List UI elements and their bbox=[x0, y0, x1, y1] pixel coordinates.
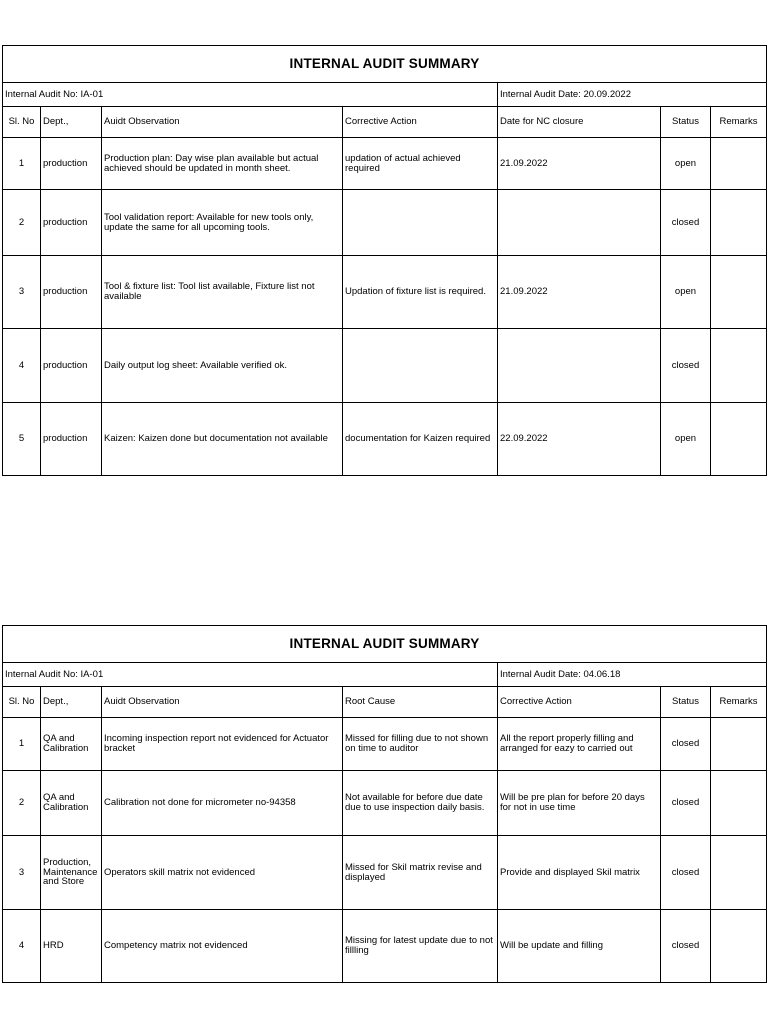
cell-status: closed bbox=[661, 910, 711, 983]
table-row bbox=[3, 836, 767, 910]
cell-status: open bbox=[661, 138, 711, 190]
audit-date: Internal Audit Date: 20.09.2022 bbox=[498, 83, 767, 107]
header-root-cause: Root Cause bbox=[343, 687, 498, 718]
cell-sl-no: 1 bbox=[3, 138, 41, 190]
header-row bbox=[3, 107, 767, 138]
header-corrective-action: Corrective Action bbox=[498, 687, 661, 718]
header-observation: Auidt Observation bbox=[102, 687, 343, 718]
cell-dept: HRD bbox=[41, 910, 102, 983]
cell-observation: Daily output log sheet: Available verified ok. bbox=[102, 329, 343, 403]
cell-status: closed bbox=[661, 718, 711, 771]
cell-nc-closure-date: 22.09.2022 bbox=[498, 403, 661, 476]
cell-corrective-action: updation of actual achieved required bbox=[343, 138, 498, 190]
header-sl-no: Sl. No bbox=[3, 107, 41, 138]
cell-dept: production bbox=[41, 256, 102, 329]
cell-sl-no: 1 bbox=[3, 718, 41, 771]
cell-corrective-action: Provide and displayed Skil matrix bbox=[498, 836, 661, 910]
header-dept: Dept., bbox=[41, 107, 102, 138]
cell-observation: Tool validation report: Available for new tools only, update the same for all upcoming tools. bbox=[102, 190, 343, 256]
cell-dept: QA and Calibration bbox=[41, 718, 102, 771]
cell-sl-no: 3 bbox=[3, 256, 41, 329]
cell-observation: Incoming inspection report not evidenced for Actuator bracket bbox=[102, 718, 343, 771]
cell-dept: production bbox=[41, 403, 102, 476]
cell-status: closed bbox=[661, 329, 711, 403]
cell-remarks bbox=[711, 403, 767, 476]
cell-remarks bbox=[711, 190, 767, 256]
cell-remarks bbox=[711, 329, 767, 403]
cell-corrective-action: Will be pre plan for before 20 days for not in use time bbox=[498, 771, 661, 836]
cell-dept: Production, Maintenance and Store bbox=[41, 836, 102, 910]
cell-status: open bbox=[661, 256, 711, 329]
cell-corrective-action: Updation of fixture list is required. bbox=[343, 256, 498, 329]
cell-status: closed bbox=[661, 190, 711, 256]
table-row bbox=[3, 190, 767, 256]
table-row bbox=[3, 910, 767, 983]
cell-remarks bbox=[711, 256, 767, 329]
table-row bbox=[3, 256, 767, 329]
header-dept: Dept., bbox=[41, 687, 102, 718]
header-observation: Auidt Observation bbox=[102, 107, 343, 138]
cell-sl-no: 5 bbox=[3, 403, 41, 476]
header-status: Status bbox=[661, 107, 711, 138]
cell-remarks bbox=[711, 138, 767, 190]
cell-observation: Tool & fixture list: Tool list available, Fixture list not available bbox=[102, 256, 343, 329]
header-status: Status bbox=[661, 687, 711, 718]
cell-observation: Calibration not done for micrometer no-94358 bbox=[102, 771, 343, 836]
cell-status: closed bbox=[661, 836, 711, 910]
cell-nc-closure-date bbox=[498, 329, 661, 403]
header-corrective-action: Corrective Action bbox=[343, 107, 498, 138]
header-remarks: Remarks bbox=[711, 687, 767, 718]
cell-observation: Kaizen: Kaizen done but documentation not available bbox=[102, 403, 343, 476]
cell-remarks bbox=[711, 718, 767, 771]
cell-dept: QA and Calibration bbox=[41, 771, 102, 836]
table-row bbox=[3, 403, 767, 476]
cell-remarks bbox=[711, 836, 767, 910]
cell-observation: Competency matrix not evidenced bbox=[102, 910, 343, 983]
table-row bbox=[3, 138, 767, 190]
cell-sl-no: 2 bbox=[3, 190, 41, 256]
cell-sl-no: 4 bbox=[3, 329, 41, 403]
cell-corrective-action: documentation for Kaizen required bbox=[343, 403, 498, 476]
table-row bbox=[3, 329, 767, 403]
header-remarks: Remarks bbox=[711, 107, 767, 138]
cell-sl-no: 4 bbox=[3, 910, 41, 983]
cell-status: closed bbox=[661, 771, 711, 836]
cell-nc-closure-date bbox=[498, 190, 661, 256]
cell-dept: production bbox=[41, 138, 102, 190]
cell-remarks bbox=[711, 910, 767, 983]
cell-corrective-action bbox=[343, 190, 498, 256]
cell-root-cause: Missing for latest update due to not fillling bbox=[343, 910, 498, 983]
audit-number: Internal Audit No: IA-01 bbox=[3, 83, 498, 107]
header-sl-no: Sl. No bbox=[3, 687, 41, 718]
cell-corrective-action bbox=[343, 329, 498, 403]
cell-corrective-action: Will be update and filling bbox=[498, 910, 661, 983]
cell-root-cause: Missed for filling due to not shown on time to auditor bbox=[343, 718, 498, 771]
table-title: INTERNAL AUDIT SUMMARY bbox=[3, 626, 767, 663]
cell-nc-closure-date: 21.09.2022 bbox=[498, 256, 661, 329]
table-row bbox=[3, 718, 767, 771]
cell-root-cause: Not available for before due date due to use inspection daily basis. bbox=[343, 771, 498, 836]
cell-dept: production bbox=[41, 329, 102, 403]
header-nc-closure-date: Date for NC closure bbox=[498, 107, 661, 138]
cell-dept: production bbox=[41, 190, 102, 256]
cell-status: open bbox=[661, 403, 711, 476]
cell-nc-closure-date: 21.09.2022 bbox=[498, 138, 661, 190]
audit-summary-table-1 bbox=[2, 45, 767, 476]
audit-date: Internal Audit Date: 04.06.18 bbox=[498, 663, 767, 687]
cell-sl-no: 2 bbox=[3, 771, 41, 836]
cell-observation: Production plan: Day wise plan available but actual achieved should be updated in month sheet. bbox=[102, 138, 343, 190]
audit-summary-table-2 bbox=[2, 625, 767, 983]
audit-number: Internal Audit No: IA-01 bbox=[3, 663, 498, 687]
cell-root-cause: Missed for Skil matrix revise and displayed bbox=[343, 836, 498, 910]
cell-remarks bbox=[711, 771, 767, 836]
table-title: INTERNAL AUDIT SUMMARY bbox=[3, 46, 767, 83]
table-row bbox=[3, 771, 767, 836]
cell-sl-no: 3 bbox=[3, 836, 41, 910]
cell-observation: Operators skill matrix not evidenced bbox=[102, 836, 343, 910]
cell-corrective-action: All the report properly filling and arranged for eazy to carried out bbox=[498, 718, 661, 771]
header-row bbox=[3, 687, 767, 718]
